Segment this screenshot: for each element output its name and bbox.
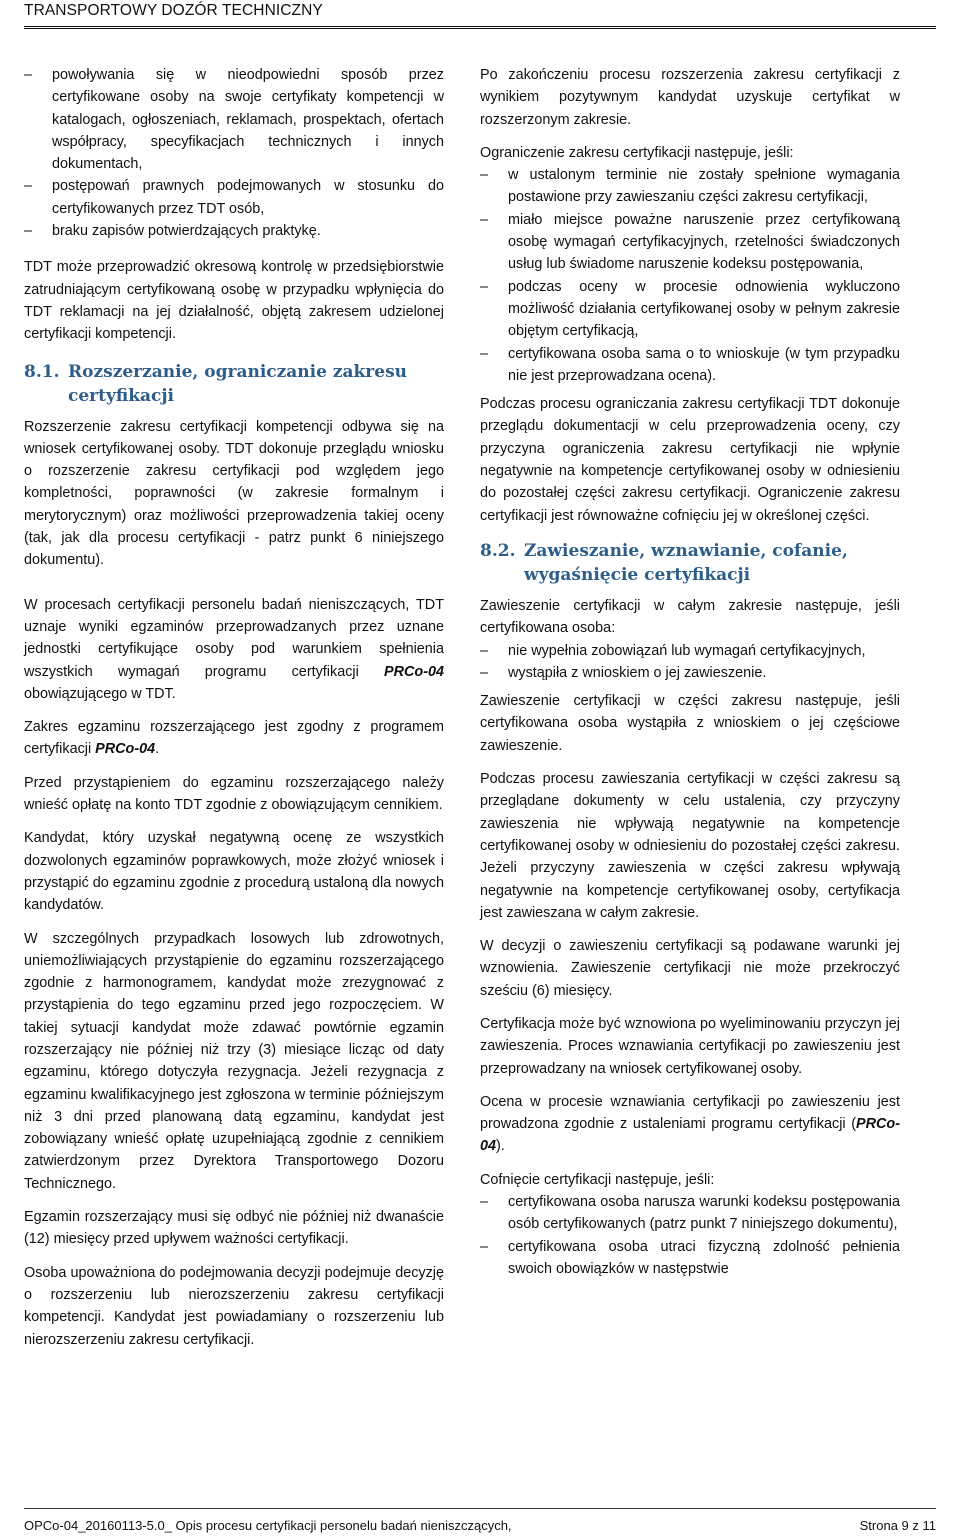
paragraph: Po zakończeniu procesu rozszerzenia zakresu certyfikacji z wynikiem pozytywnym kandydat uzyskuje certyfikat w rozszerzonym zakresie. [480, 67, 900, 128]
paragraph [24, 594, 444, 705]
paragraph: Rozszerzenie zakresu certyfikacji kompetencji odbywa się na wniosek certyfikowanej osoby. TDT dokonuje przeglądu wniosku o rozszerzenie zakresu certyfikacji pod względem jego kompletności, poprawności (w zakresie formalnym i merytorycznym) oraz możliwości przeprowadzenia takiej oceny (tak, jak dla procesu certyfikacji - patrz punkt 6 niniejszego dokumentu). [24, 418, 444, 569]
program-code: PRCo-04 [480, 1116, 900, 1155]
header-title: TRANSPORTOWY DOZÓR TECHNICZNY [24, 2, 323, 19]
left-bullet-list-1 [24, 64, 444, 242]
text-span: W procesach certyfikacji personelu badań nieniszczących, TDT uznaje wyniki egzaminów przeprowadzanych przez uznane jednostki certyfikujące osoby pod warunkiem spełnienia wszystkich wymagań programu certyfikacji [24, 596, 444, 680]
list-item: – nie wypełnia zobowiązań lub wymagań certyfikacyjnych, [480, 640, 900, 662]
header-rule [24, 26, 936, 29]
paragraph: TDT może przeprowadzić okresową kontrolę w przedsiębiorstwie zatrudniającym certyfikowaną osobę w przypadku wpłynięcia do TDT reklamacji na jej działalność, objętą zakresem udzielonej certyfikacji kompetencji. [24, 259, 444, 343]
page-header [0, 0, 960, 30]
footer-rule [24, 1508, 936, 1509]
paragraph [480, 1091, 900, 1158]
paragraph: Osoba upoważniona do podejmowania decyzji podejmuje decyzję o rozszerzeniu lub nierozszerzeniu zakresu certyfikacji kompetencji. Kandydat jest powiadamiany o rozszerzeniu lub nierozszerzeniu zakresu certyfikacji. [24, 1264, 444, 1348]
list-item: – miało miejsce poważne naruszenie przez certyfikowaną osobę wymagań certyfikacyjnych, rzetelności świadczonych usług lub świadome naruszenie kodeksu postępowania, [480, 209, 900, 276]
page-footer [24, 1508, 936, 1537]
paragraph: Przed przystąpieniem do egzaminu rozszerzającego należy wnieść opłatę na konto TDT zgodnie z obowiązującym cennikiem. [24, 774, 444, 814]
paragraph: Cofnięcie certyfikacji następuje, jeśli: [480, 1171, 715, 1188]
section-heading-8-1 [24, 360, 444, 408]
right-bullet-list-2 [480, 640, 900, 685]
text-span: obowiązującego w TDT. [24, 685, 176, 702]
section-number: 8.1. [24, 361, 60, 382]
footer-page-number: Strona 9 z 11 [859, 1518, 936, 1533]
left-column [24, 64, 444, 1362]
paragraph: Egzamin rozszerzający musi się odbyć nie później niż dwanaście (12) miesięcy przed upływem ważności certyfikacji. [24, 1209, 444, 1248]
footer-document-id: OPCo-04_20160113-5.0_ Opis procesu certyfikacji personelu badań nieniszczących, [24, 1518, 512, 1533]
program-code: PRCo-04 [384, 663, 444, 680]
list-item: – certyfikowana osoba utraci fizyczną zdolność pełnienia swoich obowiązków w następstwie [480, 1236, 900, 1281]
paragraph: Zawieszenie certyfikacji w całym zakresie następuje, jeśli certyfikowana osoba: [480, 597, 900, 637]
list-item: – braku zapisów potwierdzających praktykę. [24, 220, 444, 242]
text-span: Zakres egzaminu rozszerzającego jest zgodny z programem certyfikacji [24, 719, 444, 758]
paragraph [24, 716, 444, 761]
list-item: – w ustalonym terminie nie zostały spełnione wymagania postawione przy zawieszaniu części zakresu certyfikacji, [480, 164, 900, 209]
section-heading-8-2 [480, 539, 900, 587]
text-span: ). [496, 1138, 505, 1155]
section-title: Zawieszanie, wznawianie, cofanie, wygaśnięcie certyfikacji [524, 540, 848, 585]
paragraph: W szczególnych przypadkach losowych lub zdrowotnych, uniemożliwiających przystąpienie do egzaminu rozszerzającego zgodnie z harmonogramem, kandydat może zrezygnować z przystąpienia do tego egzaminu przed jego rozpoczęciem. W takiej sytuacji kandydat może zdawać powtórnie egzamin rozszerzający nie później niż trzy (3) miesiące licząc od daty egzaminu, którego dotyczyła rezygnacja. Jeżeli rezygnacja z egzaminu kwalifikacyjnego jest zgłoszona w terminie późniejszym niż 3 dni przed planowaną datą egzaminu, kandydat jest zobowiązany wnieść opłatę uzupełniającą zgodnie z cennikiem zatwierdzonym przez Dyrektora Transportowego Dozoru Technicznego. [24, 930, 444, 1192]
paragraph: Certyfikacja może być wznowiona po wyeliminowaniu przyczyn jej zawieszenia. Proces wznawiania certyfikacji po zawieszeniu jest przeprowadzany na wniosek certyfikowanej osoby. [480, 1015, 900, 1077]
list-item: – podczas oceny w procesie odnowienia wykluczono możliwość działania certyfikowanej osoby w pełnym zakresie objętym certyfikacją, [480, 276, 900, 343]
list-item: – postępowań prawnych podejmowanych w stosunku do certyfikowanych przez TDT osób, [24, 175, 444, 220]
section-number: 8.2. [480, 540, 516, 561]
paragraph: Podczas procesu ograniczania zakresu certyfikacji TDT dokonuje przeglądu dokumentacji w celu przeprowadzenia oceny, czy przyczyna ograniczenia zakresu certyfikacji nie wpłynie negatywnie na kompetencje certyfikowanej osoby w odniesieniu do pozostałej części zakresu certyfikacji. Ograniczenie zakresu certyfikacji jest równoważne cofnięciu jej w określonej części. [480, 396, 900, 524]
list-item: – wystąpiła z wnioskiem o jej zawieszenie. [480, 662, 900, 684]
paragraph: Ograniczenie zakresu certyfikacji następuje, jeśli: [480, 144, 794, 161]
section-title: Rozszerzanie, ograniczanie zakresu certyfikacji [68, 361, 407, 406]
paragraph: Zawieszenie certyfikacji w części zakresu następuje, jeśli certyfikowana osoba wystąpiła z wnioskiem o jej częściowe zawieszenie. [480, 693, 900, 754]
paragraph: Podczas procesu zawieszania certyfikacji w części zakresu są przeglądane dokumenty w celu ustalenia, czy przyczyny zawieszenia nie wpływają negatywnie na kompetencje certyfikowanej osoby w odniesieniu do pozostałej części zakresu. Jeżeli przyczyny zawieszenia w części zakresu wpływają negatywnie na kompetencje certyfikowanej osoby, certyfikacja jest zawieszana w całym zakresie. [480, 771, 900, 921]
text-span: Ocena w procesie wznawiania certyfikacji po zawieszeniu jest prowadzona zgodnie z ustaleniami programu certyfikacji ( [480, 1093, 900, 1133]
paragraph: W decyzji o zawieszeniu certyfikacji są podawane warunki jej wznowienia. Zawieszenie certyfikacji nie może przekroczyć sześciu (6) miesięcy. [480, 938, 900, 999]
right-column [480, 64, 900, 1286]
list-item: – powoływania się w nieodpowiedni sposób przez certyfikowane osoby na swoje certyfikaty kompetencji w katalogach, ogłoszeniach, reklamach, prospektach, ofertach współpracy, specyfikacjach technicznych i innych dokumentach, [24, 64, 444, 175]
paragraph: Kandydat, który uzyskał negatywną ocenę ze wszystkich dozwolonych egzaminów poprawkowych, może złożyć wniosek i przystąpić do egzaminu zgodnie z procedurą ustaloną dla nowych kandydatów. [24, 830, 444, 914]
program-code: PRCo-04 [95, 741, 156, 758]
text-span: . [155, 741, 160, 758]
list-item: – certyfikowana osoba narusza warunki kodeksu postępowania osób certyfikowanych (patrz punkt 7 niniejszego dokumentu), [480, 1191, 900, 1236]
right-bullet-list-3 [480, 1191, 900, 1280]
right-bullet-list-1 [480, 164, 900, 387]
list-item: – certyfikowana osoba sama o to wnioskuje (w tym przypadku nie jest przeprowadzana ocena). [480, 343, 900, 388]
